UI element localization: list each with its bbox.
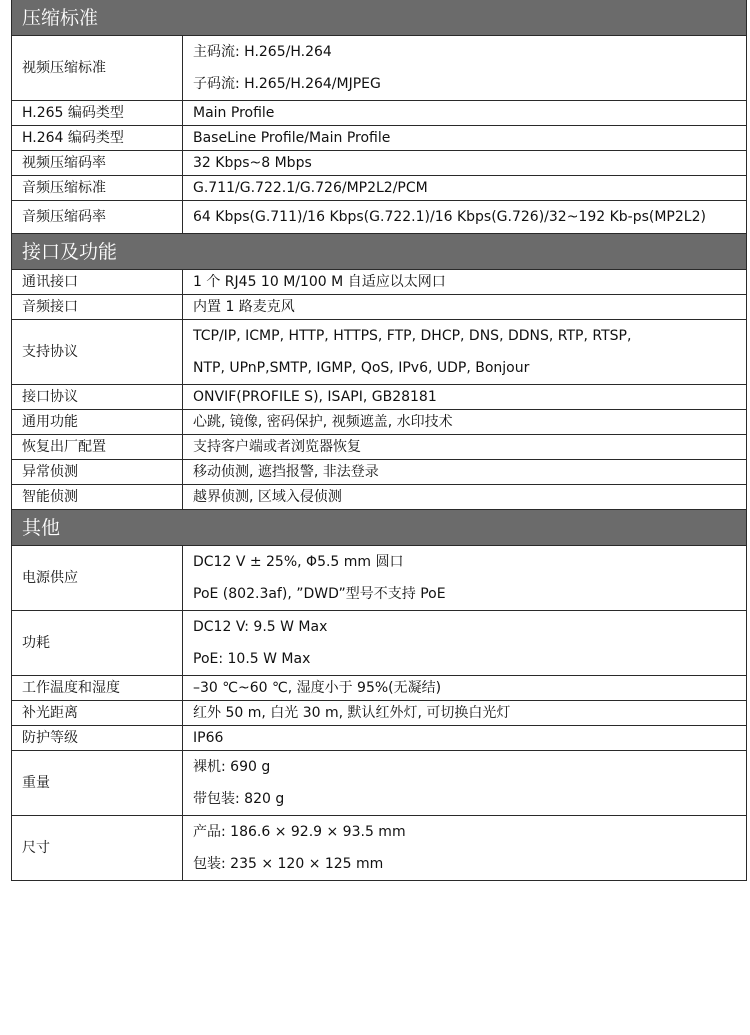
table-row	[12, 611, 747, 676]
table-row	[12, 320, 747, 385]
spec-sheet	[11, 0, 746, 881]
table-row	[12, 295, 747, 320]
section-header-compression	[12, 0, 747, 36]
section-header-interface	[12, 234, 747, 270]
row-value	[183, 751, 747, 816]
row-value: 心跳, 镜像, 密码保护, 视频遮盖, 水印技术	[183, 410, 747, 435]
row-value: BaseLine Profile/Main Profile	[183, 126, 747, 151]
row-label: 功耗	[12, 611, 183, 676]
table-row	[12, 676, 747, 701]
row-value-line: 包装: 235 × 120 × 125 mm	[193, 856, 384, 872]
row-value-line: PoE: 10.5 W Max	[193, 651, 311, 667]
row-value: 支持客户端或者浏览器恢复	[183, 435, 747, 460]
row-value-line: DC12 V: 9.5 W Max	[193, 619, 328, 635]
section-title: 其他	[12, 510, 747, 546]
row-value-line: DC12 V ± 25%, Φ5.5 mm 圆口	[193, 554, 404, 570]
table-row	[12, 816, 747, 881]
table-row	[12, 410, 747, 435]
row-value-line: 裸机: 690 g	[193, 759, 271, 775]
row-value	[183, 611, 747, 676]
table-row	[12, 151, 747, 176]
row-value: 32 Kbps~8 Mbps	[183, 151, 747, 176]
row-value	[183, 816, 747, 881]
row-value: 移动侦测, 遮挡报警, 非法登录	[183, 460, 747, 485]
table-row	[12, 176, 747, 201]
table-row	[12, 126, 747, 151]
table-row	[12, 701, 747, 726]
row-value-text: 64 Kbps(G.711)/16 Kbps(G.722.1)/16 Kbps(G.726)/32~192 Kb-ps(MP2L2)	[193, 209, 706, 225]
table-row	[12, 385, 747, 410]
row-label: 接口协议	[12, 385, 183, 410]
row-label: 异常侦测	[12, 460, 183, 485]
row-label: 通讯接口	[12, 270, 183, 295]
row-value-line: 带包装: 820 g	[193, 791, 285, 807]
row-value: 1 个 RJ45 10 M/100 M 自适应以太网口	[183, 270, 747, 295]
row-label: 智能侦测	[12, 485, 183, 510]
row-value-line: 产品: 186.6 × 92.9 × 93.5 mm	[193, 824, 406, 840]
row-value: 内置 1 路麦克风	[183, 295, 747, 320]
row-value	[183, 546, 747, 611]
row-value-line: TCP/IP, ICMP, HTTP, HTTPS, FTP, DHCP, DNS, DDNS, RTP, RTSP,	[193, 328, 632, 344]
row-value: Main Profile	[183, 101, 747, 126]
row-value: 越界侦测, 区域入侵侦测	[183, 485, 747, 510]
row-label: H.265 编码类型	[12, 101, 183, 126]
row-value: 红外 50 m, 白光 30 m, 默认红外灯, 可切换白光灯	[183, 701, 747, 726]
row-label: 支持协议	[12, 320, 183, 385]
row-label: H.264 编码类型	[12, 126, 183, 151]
row-label: 恢复出厂配置	[12, 435, 183, 460]
section-header-other	[12, 510, 747, 546]
row-label: 补光距离	[12, 701, 183, 726]
row-label: 尺寸	[12, 816, 183, 881]
section-title: 接口及功能	[12, 234, 747, 270]
row-value: ONVIF(PROFILE S), ISAPI, GB28181	[183, 385, 747, 410]
row-value-line: PoE (802.3af), ”DWD”型号不支持 PoE	[193, 586, 446, 602]
row-value: G.711/G.722.1/G.726/MP2L2/PCM	[183, 176, 747, 201]
row-value	[183, 201, 747, 234]
row-value	[183, 320, 747, 385]
table-row	[12, 460, 747, 485]
table-row	[12, 201, 747, 234]
table-row	[12, 751, 747, 816]
table-row	[12, 435, 747, 460]
table-row	[12, 36, 747, 101]
table-row	[12, 726, 747, 751]
row-label: 视频压缩码率	[12, 151, 183, 176]
table-row	[12, 546, 747, 611]
spec-table	[11, 0, 747, 881]
row-value-line: 子码流: H.265/H.264/MJPEG	[193, 76, 381, 92]
row-label: 视频压缩标准	[12, 36, 183, 101]
table-row	[12, 101, 747, 126]
row-label: 电源供应	[12, 546, 183, 611]
row-label: 通用功能	[12, 410, 183, 435]
row-value: –30 ℃~60 ℃, 湿度小于 95%(无凝结)	[183, 676, 747, 701]
row-value	[183, 36, 747, 101]
table-row	[12, 485, 747, 510]
section-title: 压缩标准	[12, 0, 747, 36]
row-value: IP66	[183, 726, 747, 751]
row-label: 音频接口	[12, 295, 183, 320]
table-row	[12, 270, 747, 295]
row-label: 音频压缩标准	[12, 176, 183, 201]
row-label: 工作温度和湿度	[12, 676, 183, 701]
row-label: 音频压缩码率	[12, 201, 183, 234]
row-label: 防护等级	[12, 726, 183, 751]
row-label: 重量	[12, 751, 183, 816]
row-value-line: NTP, UPnP,SMTP, IGMP, QoS, IPv6, UDP, Bonjour	[193, 360, 530, 376]
row-value-line: 主码流: H.265/H.264	[193, 44, 332, 60]
